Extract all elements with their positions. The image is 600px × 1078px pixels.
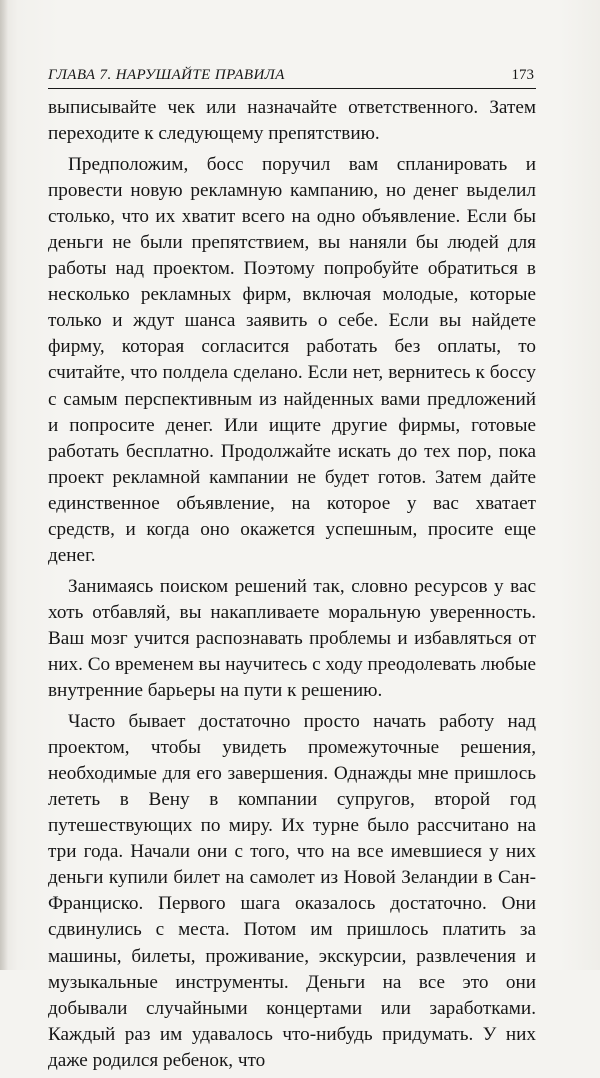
running-head (48, 64, 536, 89)
binding-edge (0, 0, 8, 970)
paragraph-continuation: выписывайте чек или назначайте ответственного. Затем переходите к следующему препятствию. (48, 97, 536, 145)
running-title: ГЛАВА 7. НАРУШАЙТЕ ПРАВИЛА (48, 67, 285, 83)
page-number: 173 (511, 67, 534, 83)
paragraph: Предположим, босс поручил вам спланировать и провести новую рекламную кампанию, но денег выделил столько, что их хватит всего на одно объявление. Если бы деньги не были препятствием, вы наняли бы людей для работы над проектом. Поэтому попробуйте обратиться в несколько рекламных фирм, включая молодые, которые только и ждут шанса заявить о себе. Если вы найдете фирму, которая согласится работать без оплаты, то считайте, что полдела сделано. Если нет, вернитесь к боссу с самым перспективным из найденных вами предложений и попросите денег. Или ищите другие фирмы, готовые работать бесплатно. Продолжайте искать до тех пор, пока проект рекламной кампании не будет готов. Затем дайте единственное объявление, на которое у вас хватает средств, и когда оно окажется успешным, просите еще денег. (48, 153, 536, 567)
paragraph: Часто бывает достаточно просто начать работу над проектом, чтобы увидеть промежуточные решения, необходимые для его завершения. Однажды мне пришлось лететь в Вену в компании супругов, второй год путешествующих по миру. Их турне было рассчитано на три года. Начали они с того, что на все имевшиеся у них деньги купили билет на самолет из Новой Зеландии в Сан-Франциско. Первого шага оказалось достаточно. Они сдвинулись с места. Потом им пришлось платить за машины, билеты, проживание, экскурсии, развлечения и музыкальные инструменты. Деньги на все это они добывали случайными концертами или заработками. Каждый раз им удавалось что-нибудь придумать. У них даже родился ребенок, что (48, 710, 536, 1071)
body-text (48, 95, 536, 1078)
paragraph: Занимаясь поиском решений так, словно ресурсов у вас хоть отбавляй, вы накапливаете моральную уверенность. Ваш мозг учится распознавать проблемы и избавляться от них. Со временем вы научитесь с ходу преодолевать любые внутренние барьеры на пути к решению. (48, 575, 536, 702)
